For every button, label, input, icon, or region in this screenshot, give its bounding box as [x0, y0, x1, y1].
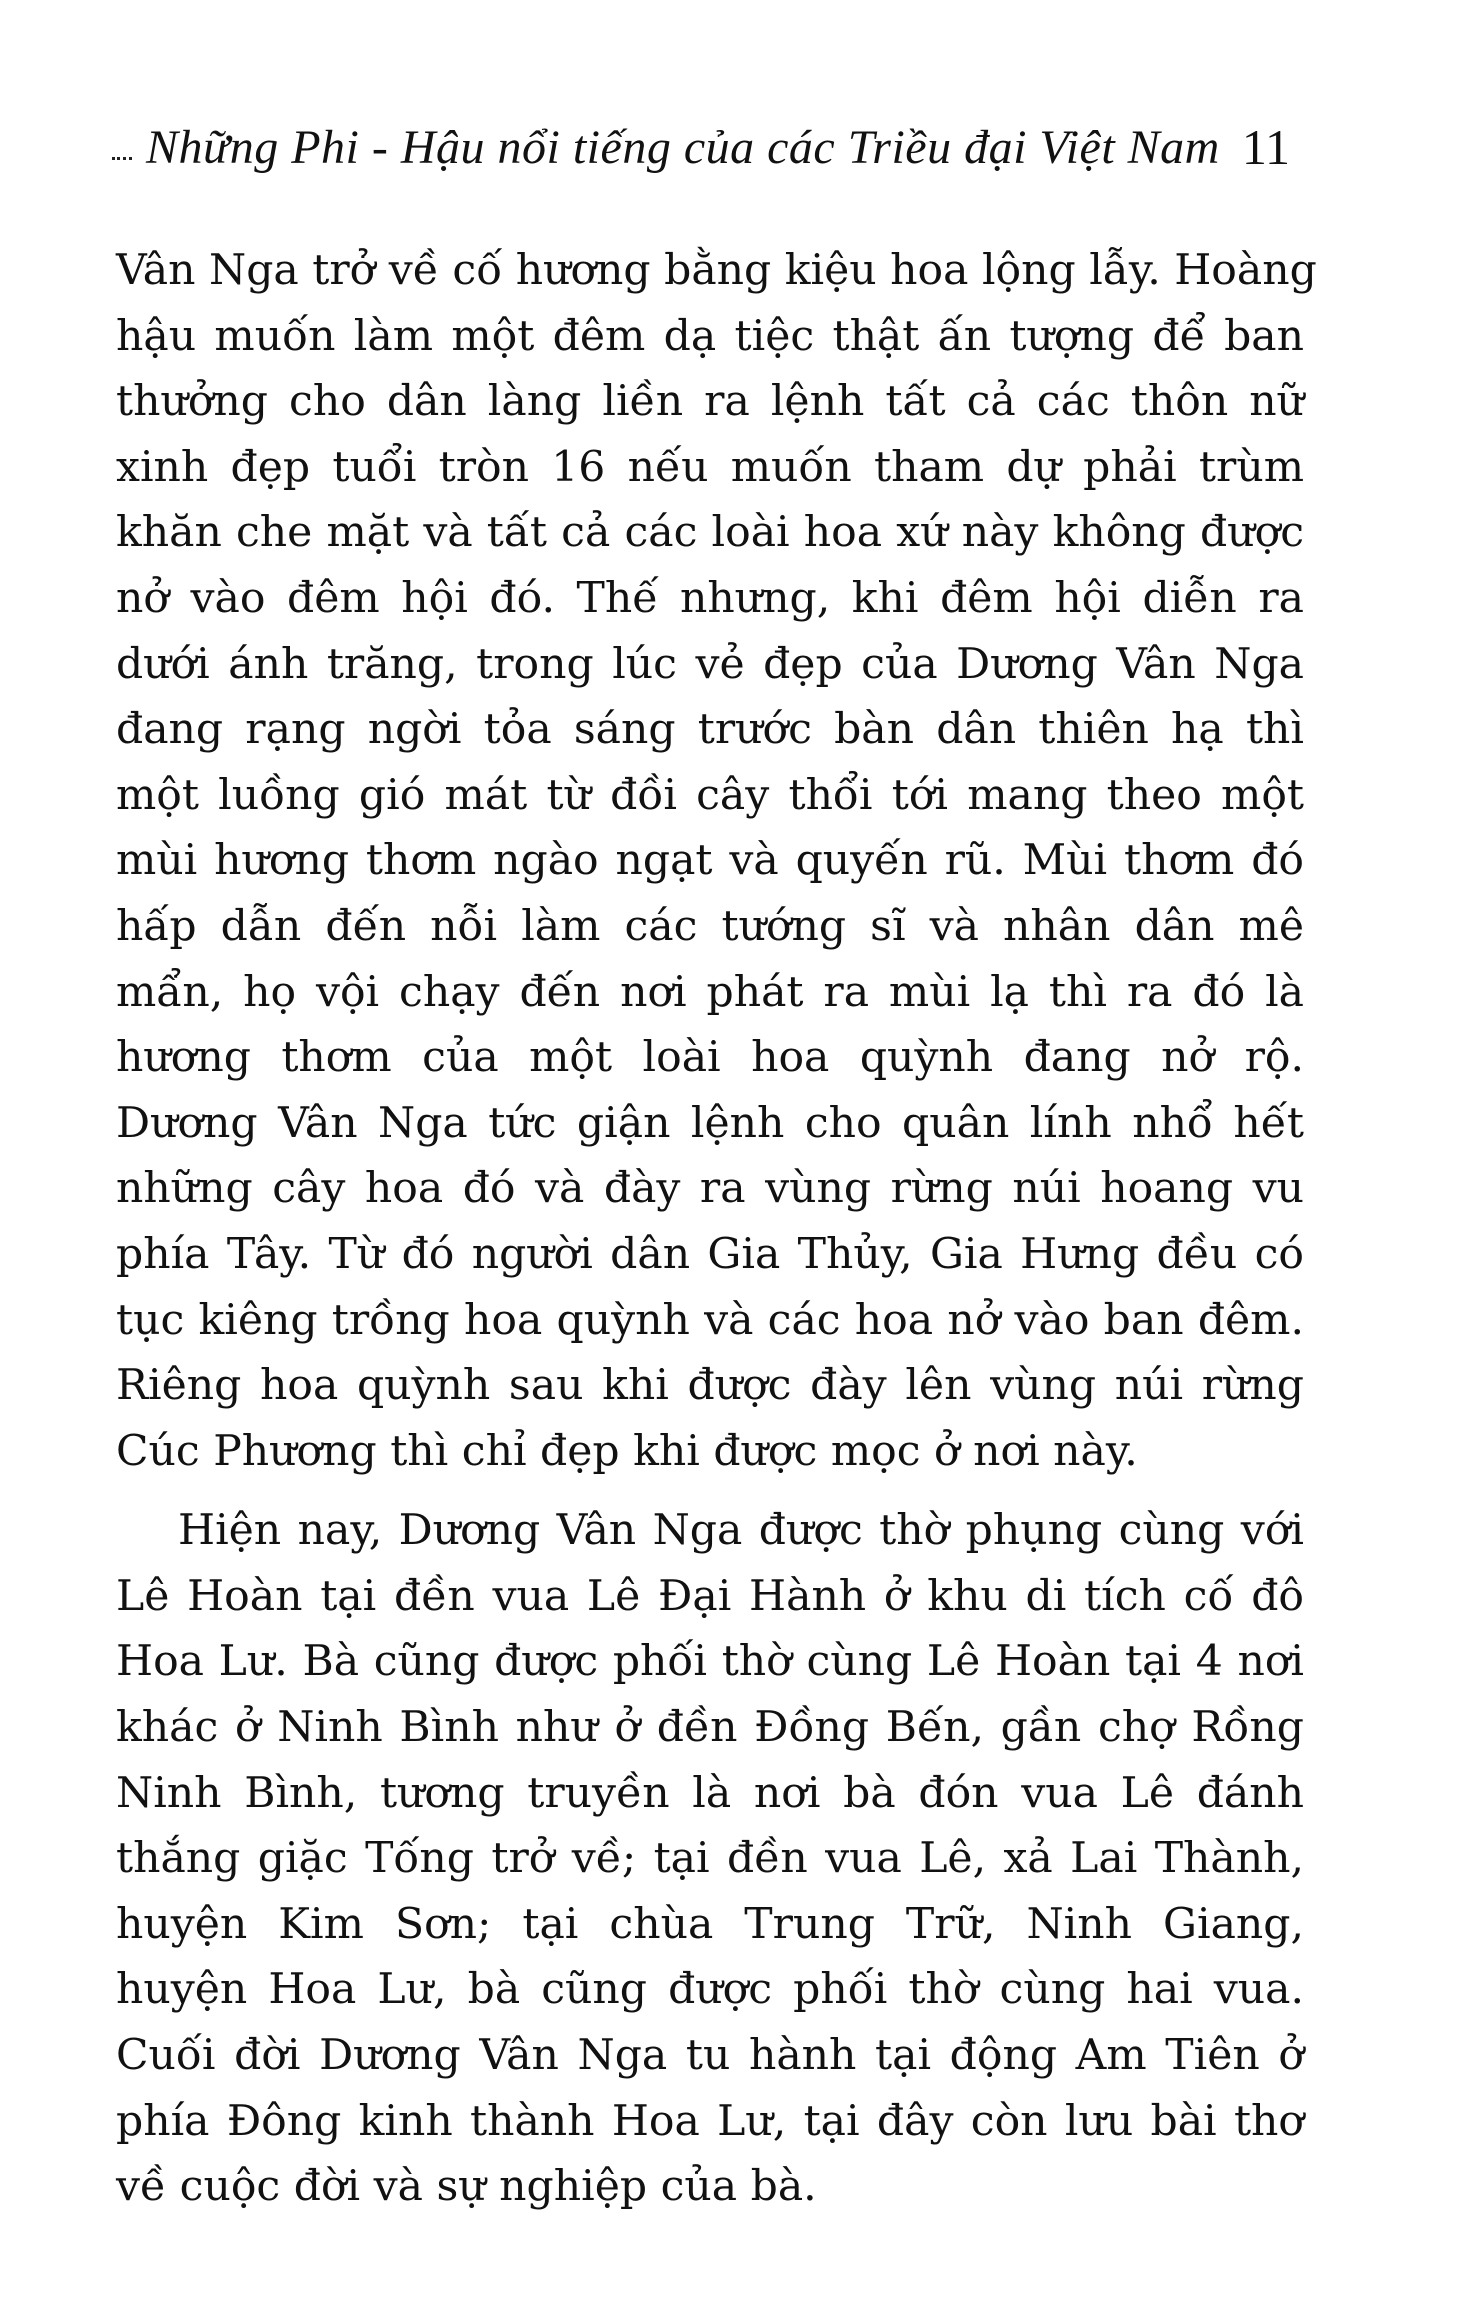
text-line: Lê Hoàn tại đền vua Lê Đại Hành ở khu di tích cố đô	[116, 1571, 1304, 1621]
text-line: mùi hương thơm ngào ngạt và quyến rũ. Mùi thơm đó	[116, 836, 1304, 886]
text-line: dưới ánh trăng, trong lúc vẻ đẹp của Dương Vân Nga	[116, 639, 1304, 689]
paragraph-1	[116, 238, 1317, 1484]
page-number: 11	[1241, 119, 1290, 175]
running-header	[112, 112, 1290, 175]
text-line: Ninh Bình, tương truyền là nơi bà đón vua Lê đánh	[116, 1768, 1304, 1818]
text-line: hương thơm của một loài hoa quỳnh đang nở rộ.	[116, 1033, 1304, 1083]
text-line: phía Tây. Từ đó người dân Gia Thủy, Gia Hưng đều có	[116, 1229, 1304, 1279]
text-line: hấp dẫn đến nỗi làm các tướng sĩ và nhân dân mê	[116, 901, 1304, 951]
text-line: Cuối đời Dương Vân Nga tu hành tại động Am Tiên ở	[116, 2031, 1304, 2081]
book-title: Những Phi - Hậu nổi tiếng của các Triều đại Việt Nam	[146, 121, 1220, 174]
header-dotted-rule	[112, 157, 132, 160]
text-line: tục kiêng trồng hoa quỳnh và các hoa nở vào ban đêm.	[116, 1295, 1304, 1345]
text-line: Riêng hoa quỳnh sau khi được đày lên vùng núi rừng	[116, 1361, 1304, 1411]
text-line: đang rạng ngời tỏa sáng trước bàn dân thiên hạ thì	[116, 705, 1304, 755]
text-line: huyện Kim Sơn; tại chùa Trung Trữ, Ninh Giang,	[116, 1899, 1304, 1949]
text-line: Hoa Lư. Bà cũng được phối thờ cùng Lê Hoàn tại 4 nơi	[116, 1637, 1304, 1687]
text-line: Vân Nga trở về cố hương bằng kiệu hoa lộng lẫy. Hoàng	[116, 246, 1317, 295]
text-line: những cây hoa đó và đày ra vùng rừng núi hoang vu	[116, 1164, 1304, 1214]
text-line: Dương Vân Nga tức giận lệnh cho quân lính nhổ hết	[116, 1098, 1304, 1148]
text-line: xinh đẹp tuổi tròn 16 nếu muốn tham dự phải trùm	[116, 442, 1304, 492]
text-line: nở vào đêm hội đó. Thế nhưng, khi đêm hội diễn ra	[116, 573, 1304, 623]
text-line: mẩn, họ vội chạy đến nơi phát ra mùi lạ thì ra đó là	[116, 967, 1304, 1017]
text-line: Hiện nay, Dương Vân Nga được thờ phụng cùng với	[178, 1506, 1304, 1556]
text-line: phía Đông kinh thành Hoa Lư, tại đây còn lưu bài thơ	[116, 2096, 1304, 2146]
text-line: thắng giặc Tống trở về; tại đền vua Lê, xả Lai Thành,	[116, 1834, 1304, 1884]
body-text	[116, 238, 1317, 2220]
text-line: thưởng cho dân làng liền ra lệnh tất cả các thôn nữ	[116, 377, 1304, 427]
text-line: hậu muốn làm một đêm dạ tiệc thật ấn tượng để ban	[116, 311, 1304, 361]
text-line: Cúc Phương thì chỉ đẹp khi được mọc ở nơi này.	[116, 1426, 1138, 1476]
text-line: khăn che mặt và tất cả các loài hoa xứ này không được	[116, 508, 1304, 558]
text-line: huyện Hoa Lư, bà cũng được phối thờ cùng hai vua.	[116, 1965, 1304, 2015]
text-line: một luồng gió mát từ đồi cây thổi tới mang theo một	[116, 770, 1304, 820]
paragraph-2	[116, 1498, 1304, 2220]
text-line: khác ở Ninh Bình như ở đền Đồng Bến, gần chợ Rồng	[116, 1703, 1304, 1753]
text-line: về cuộc đời và sự nghiệp của bà.	[116, 2162, 817, 2212]
